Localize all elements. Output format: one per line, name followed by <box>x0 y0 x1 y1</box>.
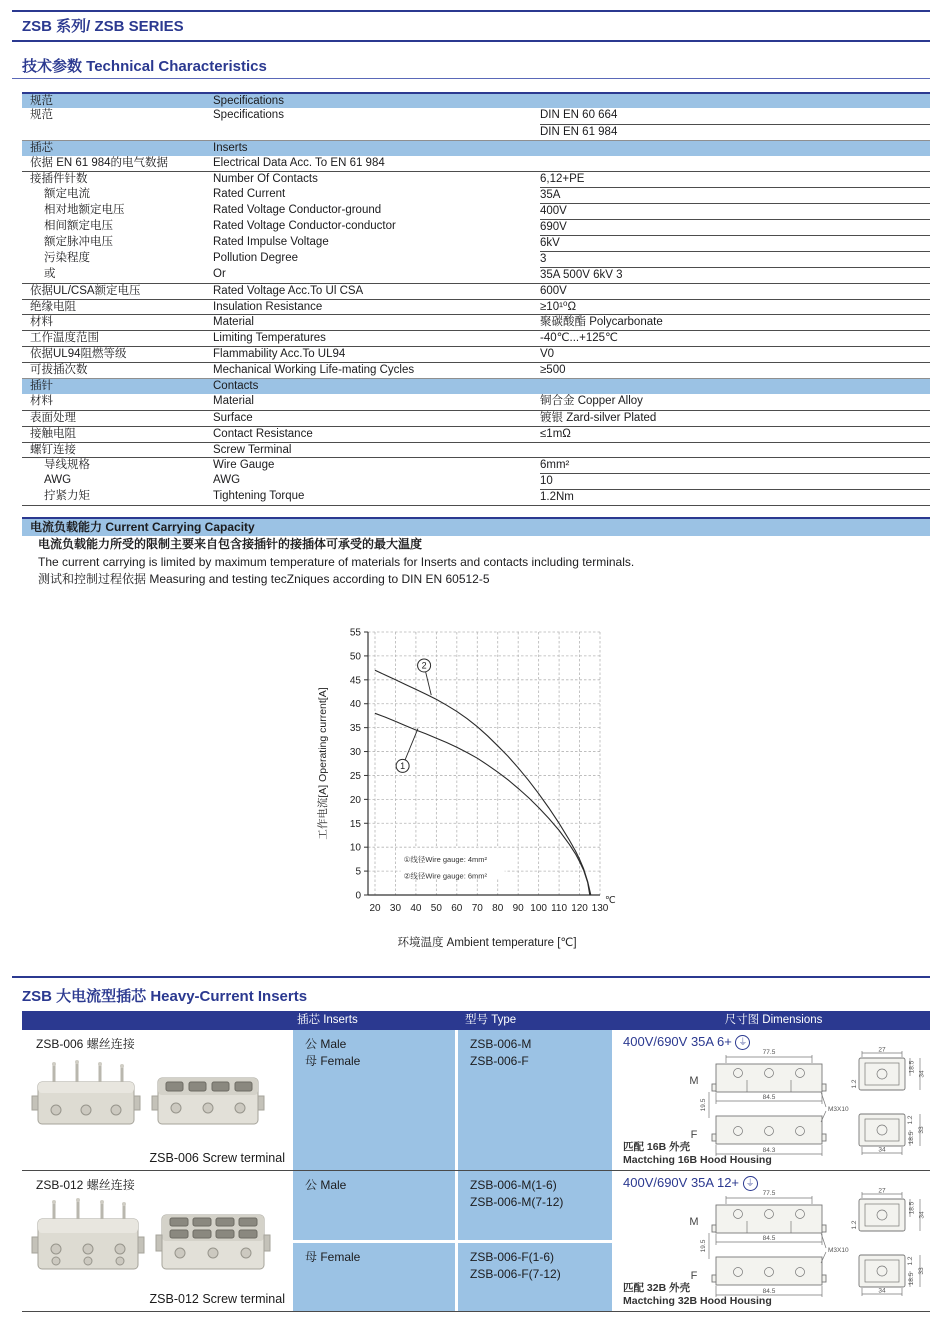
svg-text:40: 40 <box>349 699 361 711</box>
products-table-header <box>22 1011 930 1030</box>
header-type-col: 型号 Type <box>465 1014 517 1026</box>
spec-label-en: Mechanical Working Life-mating Cycles <box>213 364 415 377</box>
earth-ground-icon: ⏚ <box>743 1176 758 1191</box>
type-cell-zsb006 <box>458 1030 612 1170</box>
spec-label-en: Rated Voltage Conductor-ground <box>213 204 382 217</box>
spec-value: 3 <box>540 251 930 267</box>
svg-text:34: 34 <box>918 1070 926 1078</box>
svg-text:30: 30 <box>349 747 361 759</box>
spec-row <box>22 156 930 172</box>
female-insert-photo <box>156 1215 270 1269</box>
spec-label-en: Wire Gauge <box>213 459 275 472</box>
spec-label-en: Rated Current <box>213 188 286 201</box>
spec-value: DIN EN 60 664 <box>540 108 618 121</box>
spec-row <box>22 187 930 203</box>
top-rule <box>12 10 930 12</box>
male-insert-photo <box>32 1060 140 1124</box>
section-technical-title: 技术参数 Technical Characteristics <box>22 58 267 75</box>
matching-housing-note: 匹配 32B 外壳 Mactching 32B Hood Housing <box>623 1282 772 1307</box>
svg-text:33: 33 <box>918 1267 925 1275</box>
earth-ground-icon: ⏚ <box>735 1035 750 1050</box>
svg-text:130: 130 <box>591 903 609 914</box>
svg-text:84.3: 84.3 <box>762 1147 776 1154</box>
spec-table-bottom-rule <box>22 505 930 506</box>
spec-label-en: Screw Terminal <box>213 443 292 456</box>
spec-value: 镀银 Zard-silver Plated <box>540 411 657 424</box>
spec-row <box>22 394 930 410</box>
svg-text:100: 100 <box>530 903 547 914</box>
dims-cell-zsb006 <box>615 1030 930 1170</box>
matching-housing-note: 匹配 16B 外壳 Mactching 16B Hood Housing <box>623 1141 772 1166</box>
spec-value <box>540 141 930 156</box>
svg-text:1.2: 1.2 <box>851 1079 858 1089</box>
spec-group-header <box>22 140 930 156</box>
svg-text:①线径Wire gauge: 4mm²: ①线径Wire gauge: 4mm² <box>403 855 488 865</box>
inserts-section-rule <box>12 976 930 978</box>
svg-text:1.2: 1.2 <box>907 1115 914 1125</box>
svg-text:80: 80 <box>492 903 504 914</box>
section-inserts-title: ZSB 大电流型插芯 Heavy-Current Inserts <box>22 988 308 1005</box>
svg-text:34: 34 <box>918 1211 926 1219</box>
section-thin-rule <box>12 78 930 79</box>
current-chart-canvas <box>312 622 642 927</box>
spec-row <box>22 251 930 267</box>
svg-text:℃: ℃ <box>605 895 616 906</box>
svg-text:10: 10 <box>349 842 361 854</box>
svg-text:110: 110 <box>551 903 568 914</box>
rating-title: 400V/690V 35A 12+ ⏚ <box>623 1175 758 1191</box>
svg-text:2: 2 <box>421 660 427 671</box>
spec-group-header <box>22 92 930 108</box>
spec-label-cn: 依据UL/CSA额定电压 <box>30 284 141 297</box>
spec-row <box>22 219 930 235</box>
header-product-col <box>22 1011 293 1030</box>
spec-label-en: Flammability Acc.To UL94 <box>213 348 346 361</box>
spec-label-en: Tightening Torque <box>213 490 305 503</box>
spec-label-en <box>213 124 540 140</box>
svg-text:18.5: 18.5 <box>908 1060 916 1074</box>
spec-value: 1.2Nm <box>540 489 930 505</box>
svg-text:F: F <box>690 1129 698 1141</box>
spec-value <box>540 94 930 108</box>
svg-text:18.5: 18.5 <box>908 1272 915 1286</box>
spec-label-en: Number Of Contacts <box>213 173 318 186</box>
svg-text:90: 90 <box>512 903 524 914</box>
svg-text:工作电流[A] Operating current[A]: 工作电流[A] Operating current[A] <box>317 687 329 840</box>
svg-text:5: 5 <box>355 866 361 878</box>
spec-row <box>22 346 930 362</box>
products-table <box>22 1011 930 1312</box>
svg-text:84.5: 84.5 <box>762 1235 776 1242</box>
spec-label-cn: AWG <box>44 474 72 487</box>
header-dims-col: 尺寸图 Dimensions <box>724 1014 823 1026</box>
spec-label-cn: 规范 <box>30 108 53 121</box>
svg-text:45: 45 <box>349 675 361 687</box>
spec-value <box>540 443 930 458</box>
svg-text:18.5: 18.5 <box>908 1201 916 1215</box>
svg-text:84.5: 84.5 <box>762 1288 776 1295</box>
spec-row <box>22 108 930 124</box>
female-insert-photo <box>152 1078 264 1124</box>
spec-label-en: Surface <box>213 411 253 424</box>
svg-text:15: 15 <box>349 818 361 830</box>
product-caption: ZSB-012 Screw terminal <box>149 1292 285 1306</box>
spec-label-cn: 或 <box>44 267 56 280</box>
svg-text:M: M <box>689 1075 699 1087</box>
product-row-zsb012 <box>22 1171 930 1312</box>
type-female: ZSB-006-F <box>470 1054 529 1068</box>
svg-text:84.5: 84.5 <box>762 1094 776 1101</box>
spec-value: 600V <box>540 284 567 297</box>
spec-value <box>540 379 930 394</box>
svg-text:F: F <box>690 1270 698 1282</box>
product-row-zsb006 <box>22 1030 930 1171</box>
spec-value: 聚碳酸酯 Polycarbonate <box>540 316 663 329</box>
spec-value: 6kV <box>540 235 930 251</box>
spec-value: -40℃...+125℃ <box>540 332 618 345</box>
spec-label-cn: 插针 <box>30 380 53 393</box>
svg-text:27: 27 <box>878 1046 886 1054</box>
derating-chart <box>312 622 642 952</box>
spec-label-cn: 表面处理 <box>30 411 76 424</box>
spec-value: 35A <box>540 187 930 203</box>
svg-text:20: 20 <box>369 903 381 914</box>
spec-label-cn: 相间额定电压 <box>44 220 113 233</box>
type-female-group: ZSB-006-F(1-6) ZSB-006-F(7-12) <box>458 1243 612 1312</box>
spec-value: 6mm² <box>540 459 570 472</box>
spec-label-en: Pollution Degree <box>213 251 299 264</box>
svg-text:19.5: 19.5 <box>700 1098 707 1112</box>
spec-label-cn: 绝缘电阻 <box>30 300 76 313</box>
svg-text:19.5: 19.5 <box>700 1239 707 1253</box>
svg-text:33: 33 <box>918 1126 925 1134</box>
spec-label-en: Rated Impulse Voltage <box>213 236 329 249</box>
spec-label-cn: 导线规格 <box>44 459 90 472</box>
spec-label-en: Insulation Resistance <box>213 300 323 313</box>
spec-label-en: Material <box>213 316 254 329</box>
spec-label-cn: 额定脉冲电压 <box>44 236 113 249</box>
svg-text:55: 55 <box>349 627 361 639</box>
dims-cell-zsb012 <box>615 1171 930 1311</box>
header-rule <box>12 40 930 42</box>
spec-value: 400V <box>540 203 930 219</box>
spec-row <box>22 171 930 187</box>
product-cell-zsb012 <box>22 1171 293 1311</box>
rating-title: 400V/690V 35A 6+ ⏚ <box>623 1034 750 1050</box>
svg-text:77.5: 77.5 <box>762 1049 776 1056</box>
spec-value: V0 <box>540 348 555 361</box>
insert-gender-male: 公 Male <box>305 1037 347 1051</box>
type-cell-zsb012 <box>458 1171 612 1311</box>
capacity-line-standard: 测试和控制过程依据 Measuring and testing tecZniques according to DIN EN 60512-5 <box>38 572 490 586</box>
svg-text:20: 20 <box>349 794 361 806</box>
insert-gender-female: 母 Female <box>305 1054 361 1068</box>
svg-text:60: 60 <box>451 903 463 914</box>
header-inserts-col: 插芯 Inserts <box>297 1014 358 1026</box>
spec-label-cn: 材料 <box>30 316 53 329</box>
spec-label-cn: 接触电阻 <box>30 427 76 440</box>
spec-row <box>22 442 930 458</box>
spec-value <box>540 156 930 172</box>
type-male-group: ZSB-006-M(1-6) ZSB-006-M(7-12) <box>458 1171 612 1240</box>
spec-value: 10 <box>540 473 930 489</box>
page-title: ZSB 系列/ ZSB SERIES <box>22 18 184 35</box>
spec-label-en: Material <box>213 394 254 407</box>
spec-label-en: Contacts <box>213 380 259 393</box>
spec-label-en: AWG <box>213 474 241 487</box>
spec-label-cn: 插芯 <box>30 141 53 154</box>
product-label: ZSB-012 螺丝连接 <box>36 1178 135 1192</box>
product-photo-zsb012 <box>30 1193 280 1288</box>
spec-label-en: Specifications <box>213 95 284 107</box>
inserts-cell-zsb006 <box>293 1030 455 1170</box>
spec-row <box>22 410 930 426</box>
spec-label-cn: 规范 <box>30 95 53 107</box>
spec-row <box>22 314 930 330</box>
insert-gender-male: 公 Male <box>293 1171 455 1240</box>
spec-value: 6,12+PE <box>540 173 585 186</box>
spec-label-en: Rated Voltage Acc.To Ul CSA <box>213 284 364 297</box>
spec-row <box>22 203 930 219</box>
svg-text:120: 120 <box>571 903 588 914</box>
svg-text:②线径Wire gauge: 6mm²: ②线径Wire gauge: 6mm² <box>403 871 488 881</box>
insert-gender-female: 母 Female <box>293 1243 455 1312</box>
product-photo-zsb006 <box>30 1052 280 1147</box>
spec-row <box>22 330 930 346</box>
spec-label-cn: 依据 EN 61 984的电气数据 <box>30 156 169 169</box>
spec-label-en: Limiting Temperatures <box>213 332 326 345</box>
spec-value: ≤1mΩ <box>540 427 571 440</box>
capacity-section <box>22 517 930 589</box>
svg-text:18.5: 18.5 <box>908 1131 915 1145</box>
product-label: ZSB-006 螺丝连接 <box>36 1037 135 1051</box>
spec-value: ≥500 <box>540 364 566 377</box>
svg-text:50: 50 <box>349 651 361 663</box>
spec-label-en: Specifications <box>213 108 284 121</box>
spec-value: ≥10¹⁰Ω <box>540 300 577 313</box>
svg-text:77.5: 77.5 <box>762 1190 776 1197</box>
spec-label-cn: 可拔插次数 <box>30 364 88 377</box>
svg-text:1.2: 1.2 <box>851 1220 858 1230</box>
chart-x-axis-title: 环境温度 Ambient temperature [℃] <box>397 937 577 949</box>
spec-label-en: Inserts <box>213 141 248 154</box>
spec-label-cn: 接插件针数 <box>30 173 88 186</box>
svg-text:40: 40 <box>410 903 422 914</box>
product-cell-zsb006 <box>22 1030 293 1170</box>
male-insert-photo <box>32 1198 144 1269</box>
svg-text:1.2: 1.2 <box>907 1256 914 1266</box>
svg-text:1: 1 <box>400 761 406 772</box>
spec-row <box>22 489 930 505</box>
spec-row <box>22 457 930 473</box>
svg-text:25: 25 <box>349 770 361 782</box>
spec-value: 35A 500V 6kV 3 <box>540 267 930 283</box>
spec-value: 铜合金 Copper Alloy <box>540 394 643 407</box>
svg-text:M: M <box>689 1216 699 1228</box>
spec-row <box>22 473 930 489</box>
spec-row <box>22 299 930 315</box>
spec-row <box>22 235 930 251</box>
product-caption: ZSB-006 Screw terminal <box>149 1151 285 1165</box>
svg-text:M3X10: M3X10 <box>828 1106 849 1113</box>
svg-text:34: 34 <box>878 1287 886 1295</box>
spec-row <box>22 267 930 283</box>
spec-row <box>22 426 930 442</box>
spec-label-en: Or <box>213 267 226 280</box>
spec-label-en: Contact Resistance <box>213 427 313 440</box>
spec-label-cn: 螺钉连接 <box>30 443 76 456</box>
spec-label-cn: 材料 <box>30 394 53 407</box>
spec-label-cn: 相对地额定电压 <box>44 204 125 217</box>
svg-text:50: 50 <box>430 903 442 914</box>
svg-text:30: 30 <box>389 903 402 914</box>
spec-label-cn <box>22 124 213 140</box>
spec-group-header <box>22 378 930 394</box>
inserts-cell-zsb012 <box>293 1171 455 1311</box>
spec-row <box>22 362 930 378</box>
spec-label-en: Rated Voltage Conductor-conductor <box>213 220 396 233</box>
spec-label-en: Electrical Data Acc. To EN 61 984 <box>213 156 385 169</box>
type-male: ZSB-006-M <box>470 1037 532 1051</box>
spec-value: 690V <box>540 219 930 235</box>
spec-label-cn: 拧紧力矩 <box>44 490 90 503</box>
spec-row <box>22 124 930 140</box>
svg-text:0: 0 <box>355 890 361 902</box>
spec-label-cn: 污染程度 <box>44 251 90 264</box>
svg-text:35: 35 <box>349 723 361 735</box>
svg-text:M3X10: M3X10 <box>828 1247 849 1254</box>
spec-row <box>22 283 930 299</box>
svg-text:34: 34 <box>878 1146 886 1154</box>
spec-label-cn: 额定电流 <box>44 188 90 201</box>
spec-table <box>22 92 930 506</box>
svg-text:27: 27 <box>878 1187 886 1195</box>
spec-label-cn: 工作温度范围 <box>30 332 99 345</box>
spec-label-cn: 依据UL94阻燃等级 <box>30 348 127 361</box>
svg-text:70: 70 <box>471 903 483 914</box>
capacity-line-en: The current carrying is limited by maximum temperature of materials for Inserts and contacts including terminals. <box>38 554 635 569</box>
capacity-header: 电流负载能力 Current Carrying Capacity <box>22 519 930 536</box>
capacity-line-cn: 电流负载能力所受的限制主要来自包含接插针的接插体可承受的最大温度 <box>38 537 423 551</box>
spec-value: DIN EN 61 984 <box>540 124 930 140</box>
